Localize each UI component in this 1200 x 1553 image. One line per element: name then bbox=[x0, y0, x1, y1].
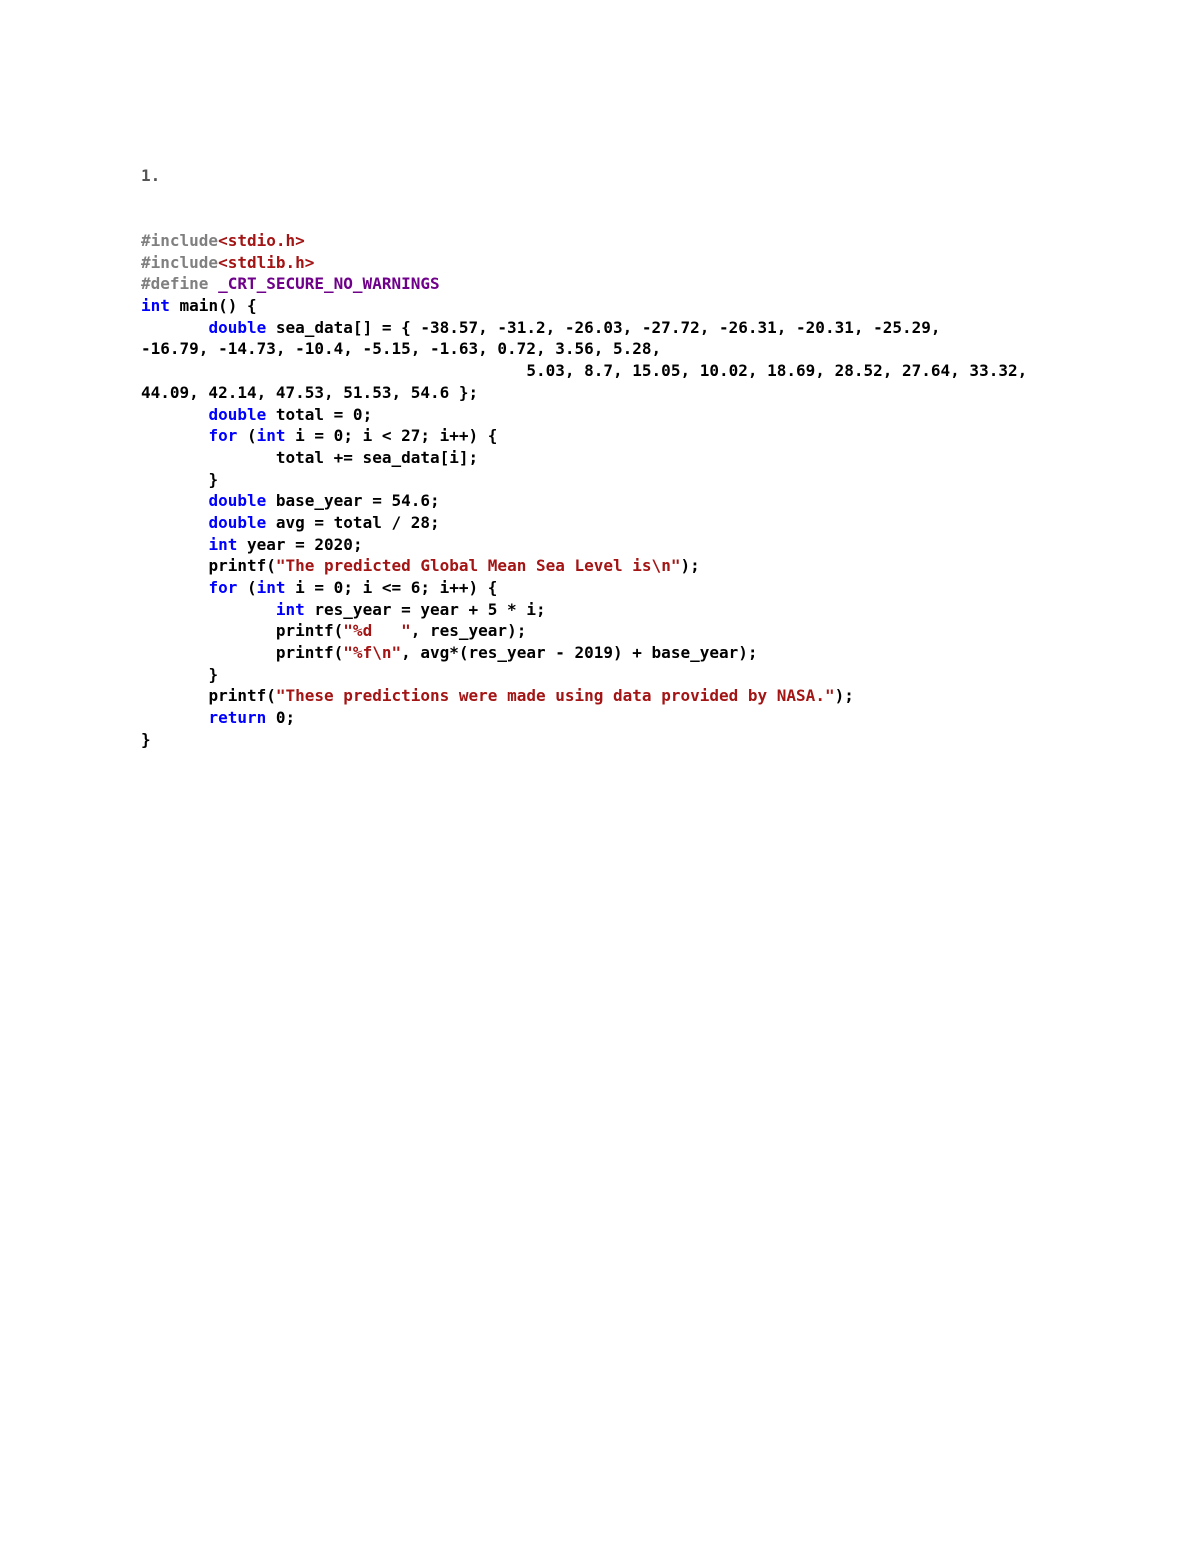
code-text-token: ); bbox=[834, 686, 854, 706]
code-line bbox=[141, 512, 1141, 534]
code-text-token: 0; bbox=[266, 708, 296, 728]
code-text-token: printf( bbox=[141, 686, 276, 706]
code-line bbox=[141, 425, 1141, 447]
code-text-token: i = 0; i < 27; i++) { bbox=[285, 426, 498, 446]
code-text-token bbox=[141, 318, 208, 337]
code-text-token: 5.03, 8.7, 15.05, 10.02, 18.69, 28.52, 27.64, 33.32, bbox=[141, 361, 1028, 381]
string-literal-token: "These predictions were made using data provided by NASA." bbox=[275, 686, 835, 706]
keyword-token: int bbox=[256, 578, 286, 597]
keyword-token: double bbox=[208, 317, 267, 337]
code-text-token: ); bbox=[680, 556, 700, 576]
code-line bbox=[141, 252, 1141, 274]
code-text-token: , avg*(res_year - 2019) + base_year); bbox=[401, 643, 758, 663]
code-line bbox=[141, 620, 1141, 642]
code-text-token: main() { bbox=[169, 296, 257, 316]
code-block bbox=[141, 230, 1141, 751]
code-line bbox=[141, 382, 1141, 404]
code-text-token bbox=[141, 578, 208, 597]
keyword-token: double bbox=[208, 491, 267, 511]
code-text-token: printf( bbox=[141, 556, 276, 576]
keyword-token: return bbox=[208, 708, 267, 728]
code-line bbox=[141, 599, 1141, 621]
code-text-token: year = 2020; bbox=[237, 534, 363, 554]
code-line bbox=[141, 230, 1141, 252]
string-literal-token: "The predicted Global Mean Sea Level is\n" bbox=[275, 556, 681, 576]
code-line bbox=[141, 447, 1141, 469]
code-line bbox=[141, 642, 1141, 664]
code-text-token: sea_data[] = { -38.57, -31.2, -26.03, -27.72, -26.31, -20.31, -25.29, bbox=[266, 317, 941, 337]
keyword-token: int bbox=[208, 534, 238, 554]
code-line bbox=[141, 685, 1141, 707]
macro-token: _CRT_SECURE_NO_WARNINGS bbox=[218, 274, 440, 294]
code-line bbox=[141, 295, 1141, 317]
keyword-token: int bbox=[141, 296, 170, 316]
code-line bbox=[141, 664, 1141, 686]
code-text-token: , res_year); bbox=[410, 621, 527, 641]
code-line bbox=[141, 490, 1141, 512]
keyword-token: double bbox=[208, 512, 267, 532]
code-text-token: avg = total / 28; bbox=[266, 512, 440, 532]
preprocessor-token: #define bbox=[141, 274, 219, 294]
code-line bbox=[141, 469, 1141, 491]
code-text-token bbox=[141, 405, 208, 424]
code-text-token: } bbox=[141, 469, 219, 489]
code-text-token bbox=[141, 513, 208, 532]
include-target-token: <stdlib.h> bbox=[218, 252, 315, 272]
code-line bbox=[141, 360, 1141, 382]
code-text-token: -16.79, -14.73, -10.4, -5.15, -1.63, 0.72, 3.56, 5.28, bbox=[141, 339, 662, 359]
code-text-token: printf( bbox=[141, 621, 344, 641]
code-line bbox=[141, 273, 1141, 295]
code-line bbox=[141, 577, 1141, 599]
code-text-token: i = 0; i <= 6; i++) { bbox=[285, 578, 498, 597]
code-line bbox=[141, 534, 1141, 556]
code-text-token: total = 0; bbox=[266, 404, 373, 424]
keyword-token: for bbox=[208, 426, 238, 446]
include-target-token: <stdio.h> bbox=[218, 231, 305, 250]
preprocessor-token: #include bbox=[141, 252, 219, 272]
code-line bbox=[141, 707, 1141, 729]
code-text-token: base_year = 54.6; bbox=[266, 491, 440, 511]
code-text-token: } bbox=[141, 664, 219, 684]
keyword-token: int bbox=[275, 599, 305, 619]
code-text-token bbox=[141, 535, 208, 554]
code-text-token bbox=[141, 426, 208, 445]
code-text-token: printf( bbox=[141, 643, 344, 663]
keyword-token: double bbox=[208, 404, 267, 424]
code-line bbox=[141, 404, 1141, 426]
code-text-token: res_year = year + 5 * i; bbox=[304, 599, 546, 619]
code-text-token bbox=[141, 491, 208, 510]
keyword-token: int bbox=[256, 426, 286, 446]
string-literal-token: "%f\n" bbox=[343, 643, 402, 663]
code-line bbox=[141, 729, 1141, 751]
code-text-token: ( bbox=[237, 426, 257, 446]
string-literal-token: "%d " bbox=[343, 621, 411, 641]
code-text-token: ( bbox=[237, 578, 257, 597]
code-text-token bbox=[141, 708, 208, 727]
item-number: 1. bbox=[141, 166, 161, 185]
code-line bbox=[141, 338, 1141, 360]
code-text-token: total += sea_data[i]; bbox=[141, 447, 479, 467]
code-text-token: } bbox=[141, 729, 151, 749]
preprocessor-token: #include bbox=[141, 231, 219, 250]
code-text-token: 44.09, 42.14, 47.53, 51.53, 54.6 }; bbox=[141, 382, 479, 402]
code-text-token bbox=[141, 600, 276, 619]
code-line bbox=[141, 317, 1141, 339]
keyword-token: for bbox=[208, 578, 238, 597]
code-line bbox=[141, 555, 1141, 577]
